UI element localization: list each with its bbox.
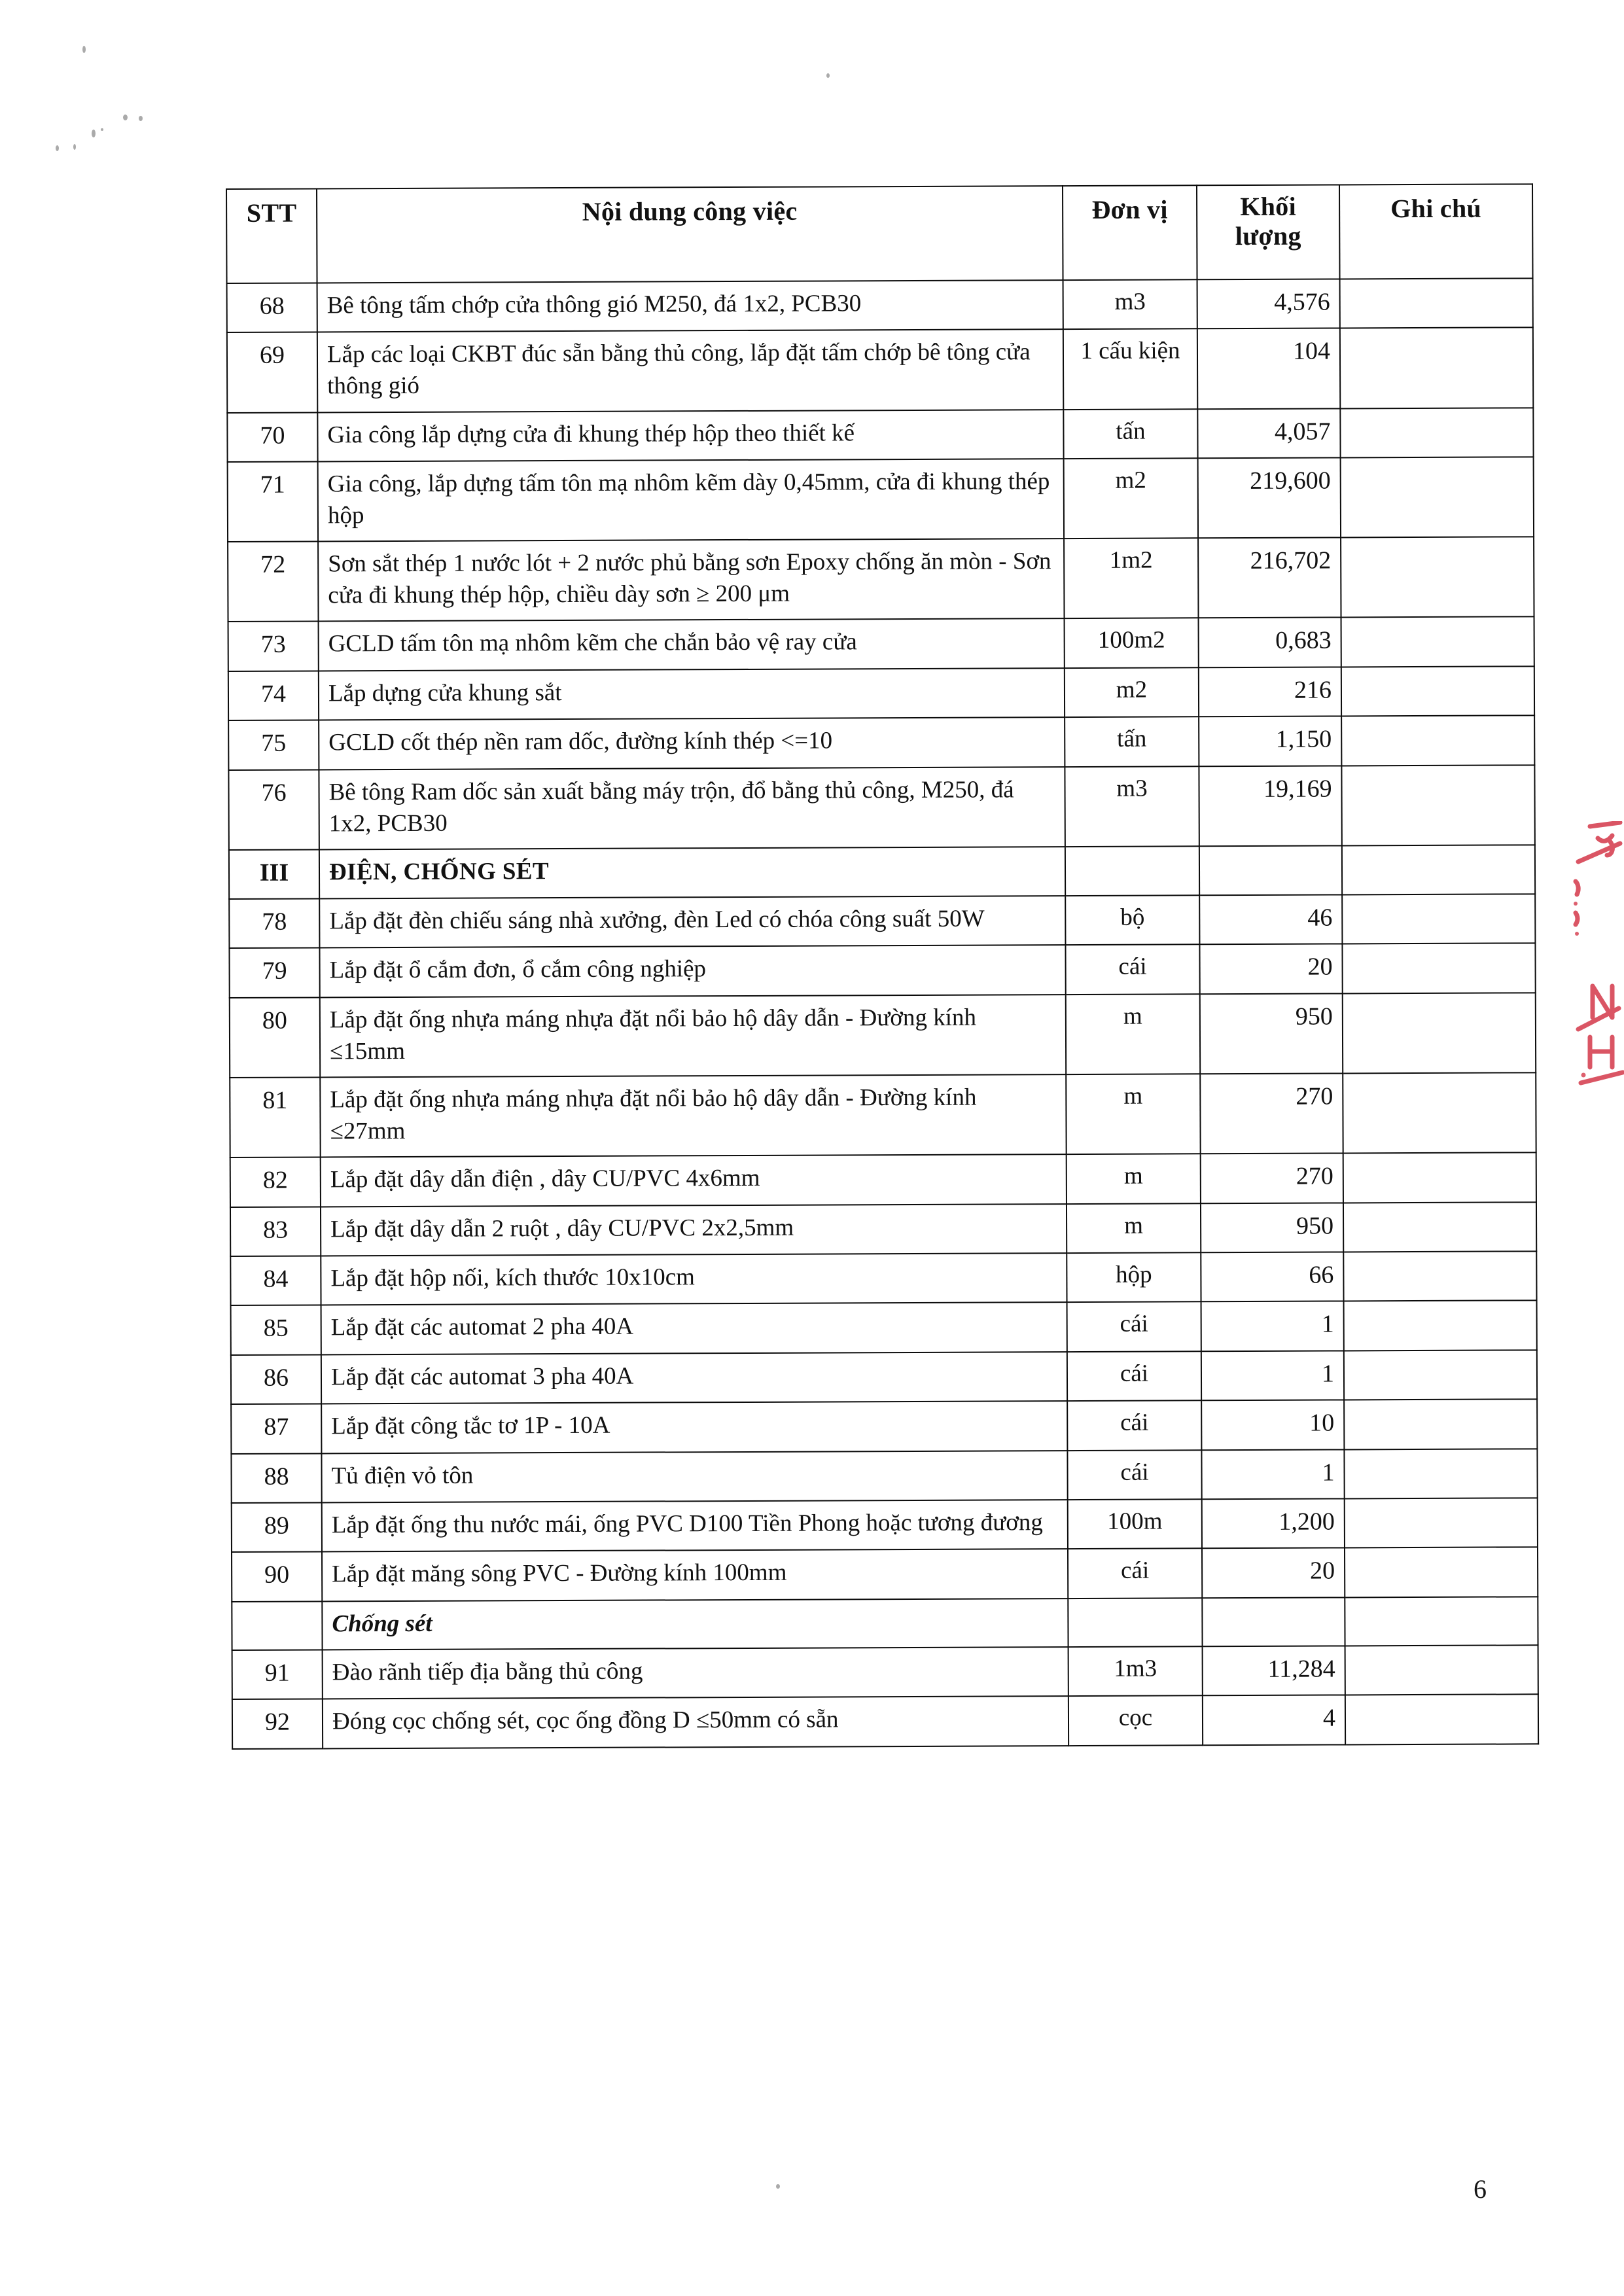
cell-stt: 76 (228, 769, 319, 850)
cell-note (1344, 1301, 1537, 1351)
cell-note (1343, 993, 1536, 1073)
cell-description: Bê tông tấm chớp cửa thông gió M250, đá 1x2, PCB30 (317, 280, 1063, 332)
cell-quantity: 270 (1201, 1154, 1343, 1203)
cell-note (1343, 1251, 1536, 1301)
cell-quantity: 46 (1199, 895, 1342, 945)
cell-unit: cái (1067, 1450, 1201, 1500)
table-row (228, 765, 1534, 850)
cell-quantity: 4,057 (1197, 408, 1340, 458)
column-header-note: Ghi chú (1339, 184, 1533, 279)
cell-note (1345, 1498, 1538, 1548)
table-row (232, 1498, 1538, 1552)
cell-quantity: 66 (1201, 1252, 1343, 1301)
cell-description: Lắp đặt các automat 2 pha 40A (321, 1302, 1067, 1354)
cell-quantity: 20 (1199, 944, 1342, 994)
cell-unit: cái (1067, 1302, 1201, 1352)
cell-note (1345, 1695, 1538, 1745)
cell-stt: 74 (228, 671, 319, 720)
cell-description: Sơn sắt thép 1 nước lót + 2 nước phủ bằng sơn Epoxy chống ăn mòn - Sơn cửa đi khung thép hộp, chiều dày sơn ≥ 200 μm (318, 539, 1064, 622)
cell-note (1341, 617, 1534, 667)
cell-note (1343, 1153, 1536, 1203)
bill-of-quantities-table (226, 183, 1539, 1749)
cell-note (1342, 944, 1535, 994)
cell-description: Lắp đặt dây dẫn điện , dây CU/PVC 4x6mm (321, 1154, 1067, 1207)
table-row (229, 845, 1535, 899)
cell-description: GCLD cốt thép nền ram dốc, đường kính thép <=10 (319, 717, 1065, 769)
cell-stt: 90 (232, 1552, 322, 1602)
table-row (232, 1695, 1538, 1749)
cell-quantity: 20 (1202, 1548, 1345, 1598)
cell-quantity: 0,683 (1199, 618, 1341, 667)
bill-of-quantities-table-wrapper (226, 183, 1538, 1749)
cell-quantity: 4 (1203, 1695, 1345, 1745)
cell-unit: cái (1068, 1549, 1202, 1598)
cell-note (1342, 845, 1535, 895)
table-row (229, 894, 1535, 948)
cell-note (1343, 1072, 1536, 1153)
cell-note (1343, 1202, 1536, 1252)
cell-stt: 75 (228, 720, 319, 770)
cell-description: Lắp đặt dây dẫn 2 ruột , dây CU/PVC 2x2,5mm (321, 1204, 1067, 1256)
cell-quantity: 1 (1201, 1301, 1344, 1351)
cell-description: Lắp đặt công tắc tơ 1P - 10A (321, 1401, 1067, 1453)
cell-unit: 100m (1068, 1499, 1202, 1549)
column-header-unit: Đơn vị (1063, 185, 1197, 280)
table-row (228, 666, 1534, 720)
cell-quantity (1199, 845, 1342, 895)
column-header-quantity-line2: lượng (1235, 221, 1301, 251)
cell-description: Lắp đặt măng sông PVC - Đường kính 100mm (322, 1549, 1068, 1601)
cell-quantity: 1,200 (1202, 1498, 1345, 1548)
cell-unit: m (1066, 994, 1200, 1074)
table-row (230, 993, 1536, 1078)
table-row (231, 1400, 1537, 1454)
cell-stt: III (229, 849, 319, 899)
cell-quantity: 10 (1201, 1400, 1344, 1450)
cell-quantity: 1 (1201, 1449, 1344, 1499)
table-row (231, 1449, 1537, 1503)
table-row (228, 617, 1534, 671)
cell-unit: m (1067, 1154, 1201, 1204)
cell-quantity: 11,284 (1203, 1646, 1345, 1695)
cell-stt: 70 (227, 412, 317, 462)
cell-unit: 1 cấu kiện (1063, 329, 1197, 410)
cell-quantity (1202, 1597, 1345, 1646)
cell-quantity: 19,169 (1199, 766, 1341, 846)
cell-unit: cái (1067, 1351, 1201, 1401)
cell-description: Lắp các loại CKBT đúc sẵn bằng thủ công, lắp đặt tấm chớp bê tông cửa thông gió (317, 329, 1063, 412)
cell-quantity: 950 (1200, 993, 1343, 1074)
cell-description: Lắp đặt ống thu nước mái, ống PVC D100 Tiền Phong hoặc tương đương (322, 1500, 1068, 1552)
table-row (227, 408, 1533, 462)
table-row (232, 1597, 1538, 1650)
column-header-quantity (1197, 185, 1340, 279)
cell-stt: 79 (229, 948, 319, 998)
cell-unit: m3 (1063, 279, 1197, 329)
cell-description: ĐIỆN, CHỐNG SÉT (319, 847, 1065, 899)
table-row (230, 1202, 1536, 1256)
cell-quantity: 104 (1197, 328, 1340, 409)
scan-speckles (26, 46, 222, 170)
cell-unit: cái (1067, 1400, 1201, 1450)
cell-description: GCLD tấm tôn mạ nhôm kẽm che chắn bảo vệ ray cửa (319, 618, 1065, 671)
cell-description: Gia công lắp dựng cửa đi khung thép hộp theo thiết kế (317, 410, 1063, 462)
cell-description: Lắp đặt đèn chiếu sáng nhà xưởng, đèn Led có chóa công suất 50W (319, 896, 1065, 948)
cell-stt: 85 (231, 1305, 321, 1355)
cell-note (1344, 1400, 1537, 1450)
cell-stt: 92 (232, 1699, 323, 1749)
cell-note (1340, 278, 1533, 328)
cell-quantity: 216,702 (1198, 538, 1341, 618)
column-header-description: Nội dung công việc (317, 186, 1063, 283)
cell-stt (232, 1601, 322, 1650)
cell-quantity: 1,150 (1199, 716, 1341, 766)
cell-stt: 86 (231, 1354, 321, 1404)
table-row (227, 328, 1533, 413)
cell-description: Bê tông Ram dốc sản xuất bằng máy trộn, đổ bằng thủ công, M250, đá 1x2, PCB30 (319, 767, 1065, 850)
table-row (231, 1350, 1537, 1404)
cell-description: Lắp đặt các automat 3 pha 40A (321, 1352, 1067, 1404)
cell-unit: m (1067, 1203, 1201, 1253)
cell-note (1345, 1597, 1538, 1646)
cell-quantity: 4,576 (1197, 279, 1340, 328)
table-body (227, 278, 1539, 1748)
cell-note (1340, 408, 1533, 458)
cell-note (1344, 1350, 1537, 1400)
cell-note (1345, 1645, 1538, 1695)
cell-note (1340, 328, 1533, 408)
table-header-row (226, 184, 1533, 283)
cell-description: Đào rãnh tiếp địa bằng thủ công (323, 1647, 1068, 1699)
table-row (228, 457, 1534, 542)
cell-unit: m3 (1065, 766, 1199, 847)
table-row (232, 1645, 1538, 1699)
cell-unit: tấn (1063, 409, 1197, 459)
column-header-stt: STT (226, 188, 317, 283)
cell-stt: 84 (230, 1256, 321, 1305)
cell-description: Lắp đặt ống nhựa máng nhựa đặt nổi bảo hộ dây dẫn - Đường kính ≤27mm (320, 1074, 1066, 1157)
table-row (228, 715, 1534, 769)
cell-quantity: 219,600 (1198, 457, 1341, 538)
cell-stt: 89 (232, 1502, 322, 1552)
table-row (232, 1547, 1538, 1602)
cell-stt: 71 (228, 461, 318, 542)
cell-stt: 88 (231, 1453, 321, 1503)
cell-unit: 1m2 (1064, 538, 1198, 618)
cell-note (1341, 715, 1534, 766)
cell-unit: bộ (1065, 895, 1199, 945)
column-header-quantity-line1: Khối (1240, 191, 1297, 222)
cell-unit: hộp (1067, 1252, 1201, 1302)
cell-note (1341, 537, 1534, 617)
cell-stt: 87 (231, 1404, 321, 1454)
cell-description: Gia công, lắp dựng tấm tôn mạ nhôm kẽm dày 0,45mm, cửa đi khung thép hộp (318, 459, 1064, 542)
handwritten-margin-annotation (1552, 821, 1624, 1109)
table-row (230, 1251, 1536, 1305)
cell-quantity: 950 (1201, 1203, 1343, 1252)
table-row (230, 1153, 1536, 1207)
cell-stt: 69 (227, 332, 317, 413)
page-number: 6 (1474, 2174, 1487, 2204)
cell-note (1341, 666, 1534, 716)
cell-note (1341, 765, 1534, 845)
cell-stt: 78 (229, 899, 319, 949)
table-row (228, 537, 1534, 622)
cell-description: Lắp đặt hộp nối, kích thước 10x10cm (321, 1253, 1067, 1305)
cell-stt: 72 (228, 542, 318, 622)
cell-note (1342, 894, 1535, 944)
table-row (231, 1301, 1537, 1355)
table-row (230, 1072, 1536, 1157)
cell-unit: cái (1065, 945, 1199, 995)
cell-description: Lắp đặt ổ cắm đơn, ổ cắm công nghiệp (319, 945, 1065, 998)
cell-unit: cọc (1068, 1696, 1203, 1746)
cell-description: Lắp dựng cửa khung sắt (319, 668, 1065, 720)
cell-note (1344, 1449, 1537, 1499)
table-row (227, 278, 1533, 332)
cell-unit: tấn (1065, 716, 1199, 766)
cell-note (1341, 457, 1534, 537)
cell-quantity: 216 (1199, 667, 1341, 716)
cell-stt: 73 (228, 622, 319, 671)
cell-stt: 68 (227, 283, 317, 332)
table-row (229, 944, 1535, 998)
cell-unit: m2 (1064, 458, 1198, 539)
cell-note (1345, 1547, 1538, 1598)
cell-stt: 83 (230, 1207, 321, 1256)
cell-description: Tủ điện vỏ tôn (321, 1451, 1067, 1503)
cell-description: Lắp đặt ống nhựa máng nhựa đặt nổi bảo hộ dây dẫn - Đường kính ≤15mm (320, 995, 1066, 1078)
cell-unit: m2 (1065, 667, 1199, 717)
cell-description: Chống sét (322, 1598, 1068, 1650)
cell-stt: 91 (232, 1650, 323, 1699)
cell-quantity: 1 (1201, 1351, 1344, 1400)
cell-unit: 1m3 (1068, 1646, 1203, 1696)
cell-unit: m (1066, 1074, 1200, 1154)
cell-unit (1065, 846, 1199, 896)
cell-unit (1068, 1598, 1202, 1647)
cell-description: Đóng cọc chống sét, cọc ống đồng D ≤50mm có sẵn (323, 1696, 1068, 1748)
cell-quantity: 270 (1200, 1074, 1343, 1154)
cell-stt: 81 (230, 1078, 320, 1158)
cell-stt: 82 (230, 1157, 321, 1207)
cell-unit: 100m2 (1065, 618, 1199, 668)
cell-stt: 80 (230, 997, 320, 1078)
